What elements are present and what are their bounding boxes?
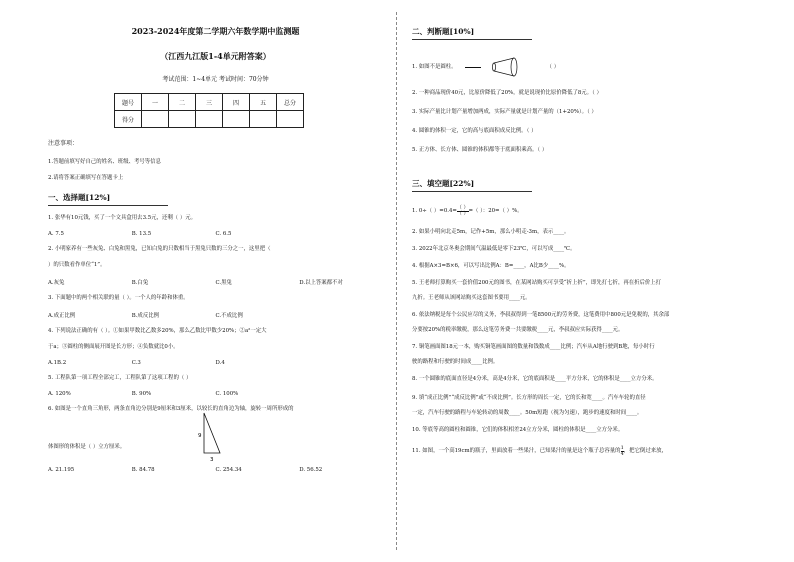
fill-question-2: 2. 如果小明向北走5m，记作+5m，那么小明走-3m，表示____。 [412,229,570,235]
question-1: 1. 张华有10元钱，买了一个文具盒用去3.5元，还剩（ ）元。 [48,215,196,221]
score-input-cell[interactable] [169,111,196,128]
fraction-denominator: 4 [620,451,624,457]
fill-question-8: 8. 一个圆锥的底面直径是4分米，高是4分米，它的底面积是____平方分米，它的体积是____立方分米。 [412,376,658,382]
score-input-cell[interactable] [250,111,277,128]
section-title-judge: 二、判断题[10%] [412,26,532,40]
option[interactable]: B. 90% [131,391,152,397]
score-table-score-row [115,111,304,128]
triangle-base-label: 3 [210,457,214,463]
fill-question-6-cont: 分要按20%的税率缴税，那么这笔劳务费一共要缴税____元，李叔叔应实际获得____元。 [412,327,624,333]
question-6-figure-row [48,413,383,463]
score-cell: 五 [250,94,277,111]
page-subtitle: （江西九江版1-4单元附答案） [160,51,271,61]
option[interactable]: B. 84.78 [131,467,155,473]
judge-question-2: 2. 一种商品现价40元，比原价降低了20%，就是说现价比原价降低了8元。（ ） [412,90,602,96]
fraction-numerator: 1 [620,445,624,451]
score-cell: 得分 [115,111,142,128]
fill-question-3: 3. 2022年北京冬奥会期间气温最低是零下23℃，可以写成____℃。 [412,246,576,252]
option[interactable]: B.成反比例 [131,313,159,319]
score-cell: 总分 [277,94,304,111]
left-column [48,20,383,473]
note-item: 1.答题前填写好自己的姓名、班级、考号等信息 [48,159,161,165]
fill-question-11 [412,446,757,457]
question-6-options [48,467,383,473]
score-table-header-row [115,94,304,111]
fill-question-5-cont: 九折。王老师从该网站购买这套图书要用____元。 [412,295,531,301]
judge-1-paren[interactable]: （ ） [546,63,560,70]
option[interactable]: A.1B.2 [48,360,67,366]
fraction [457,206,469,217]
note-item: 2.请将答案正确填写在答题卡上 [48,175,124,181]
fill-question-9-cont: 一定，汽车行驶的路程与车轮转动的周数____。50m短跑（视为匀速），跑步的速度和时间____。 [412,410,643,416]
option[interactable]: C.不成比例 [215,313,243,319]
option[interactable]: B. 13.5 [131,231,152,237]
section-title-fill: 三、填空题[22%] [412,178,532,192]
question-2: 2. 小明家养有一些灰兔、白兔和黑兔，已知白兔的只数相当于黑兔只数的三分之一，这里把（ [48,246,271,252]
section-title-choice: 一、选择题[12%] [48,192,168,206]
page-title: 2023-2024年度第二学期六年数学期中监测题 [131,26,300,36]
truncated-cone-figure [489,56,519,78]
score-cell: 三 [196,94,223,111]
question-3: 3. 下面题中的两个相关联的量（ ）。一个人的年龄和体重。 [48,295,189,301]
option[interactable]: D.4 [215,360,225,366]
question-4: 4. 下列说法正确的有（ ）。①如果甲数比乙数多20%，那么乙数比甲数少20%；②a²一定大 [48,328,267,334]
question-6-cont: 体图形的体积是（ ）立方厘米。 [48,444,126,450]
score-cell: 四 [223,94,250,111]
option[interactable]: C.黑兔 [215,280,232,286]
option[interactable]: C. 6.5 [215,231,232,237]
score-input-cell[interactable] [142,111,169,128]
question-1-options [48,231,383,237]
question-5-options [48,391,383,397]
fill-question-9: 9. 填“成正比例”“成反比例”或“不成比例”。长方形的周长一定，它的长和宽____。汽车车轮的直径 [412,395,646,401]
score-cell: 二 [169,94,196,111]
question-5: 5. 工程队第一项工程全部完工，工程队第了这项工程的（ ） [48,375,192,381]
question-4-options [48,360,383,366]
fill-question-10: 10. 等底等高的圆柱和圆锥，它们的体积相差24立方分米，圆柱的体积是____立方分米。 [412,427,624,433]
fill-question-7-cont: 驶的路程和行驶的时间成____比例。 [412,359,499,365]
option[interactable]: D.以上答案都不对 [299,280,343,286]
judge-question-1 [412,56,757,78]
option[interactable]: A. 120% [48,391,71,397]
fill-question-5: 5. 王老师打算购买一套价值200元的图书，在某网站购买可享受“折上折”，即先打七折，再在折后价上打 [412,280,662,286]
score-input-cell[interactable] [223,111,250,128]
judge-question-4: 4. 圆锥的体积一定，它的高与底面积成反比例。（ ） [412,128,537,134]
option[interactable]: B.白兔 [131,280,149,286]
score-input-cell[interactable] [277,111,304,128]
question-2-cont: ）的只数看作单位“1”。 [48,262,106,268]
fill-11-post: ，把它倒过来放， [623,448,667,454]
triangle-height-label: 9 [198,433,202,439]
answer-blank[interactable] [465,67,481,68]
option[interactable]: A.成正比例 [48,313,76,319]
exam-meta: 考试范围：1~4单元 考试时间：70分钟 [162,76,269,83]
right-column [412,20,757,457]
judge-1-text: 1. 如图不是圆柱。 [412,63,457,70]
column-divider [396,12,397,550]
question-2-options [48,278,383,286]
judge-question-3: 3. 实际产量比计划产量增加两成，实际产量就是计划产量的（1+20%）。（ ） [412,109,597,115]
fill-11-pre: 11. 如图，一个高19cm的瓶子，里面放着一些果汁，已知果汁的量是这个瓶子总容量的 [412,448,621,454]
notes-title: 注意事项： [48,140,79,147]
fill-question-1 [412,206,757,217]
question-6: 6. 如图是一个直角三角形，两条直角边分别是9厘米和3厘米，以较长的直角边为轴，旋转一周所形成的 [48,406,294,412]
score-table [114,93,304,128]
fill-question-7: 7. 铜笔画面图18元一本，购买铜笔画面图的数量和钱数成____比例；汽车从A地行驶到B地，每小时行 [412,344,655,350]
fraction-numerator[interactable]: （ ） [456,205,469,211]
question-4-cont: 于a；③圆柱的侧面展开图是长方形；④负数就比0小。 [48,344,179,350]
option[interactable]: D. 56.52 [299,467,323,473]
fill-question-4: 4. 根据A×3=B×6，可以写出比例A：B=____，A比B少____%。 [412,263,570,269]
option[interactable]: A.灰兔 [48,280,65,286]
fill-question-6: 6. 依法纳税是每个公民应尽的义务，李叔叔得到一笔8500元的劳务费，这笔费用中800元是免税的，其余部 [412,312,670,318]
score-cell: 题号 [115,94,142,111]
judge-question-5: 5. 正方体、长方体、圆锥的体积都等于底面积乘高。（ ） [412,147,548,153]
option[interactable]: A. 7.5 [48,231,64,237]
question-3-options [48,311,383,319]
fill-1-post: =（ ）：20=（ ）%。 [468,208,523,214]
option[interactable]: A. 21.195 [48,467,75,473]
option[interactable]: C. 100% [215,391,239,397]
fraction-denominator[interactable]: （ ） [456,211,469,217]
fill-1-pre: 1. 0÷（ ）=0.4= [412,208,457,214]
option[interactable]: C.3 [131,360,141,366]
score-input-cell[interactable] [196,111,223,128]
right-triangle-figure [198,411,228,463]
score-cell: 一 [142,94,169,111]
option[interactable]: C. 254.34 [215,467,242,473]
